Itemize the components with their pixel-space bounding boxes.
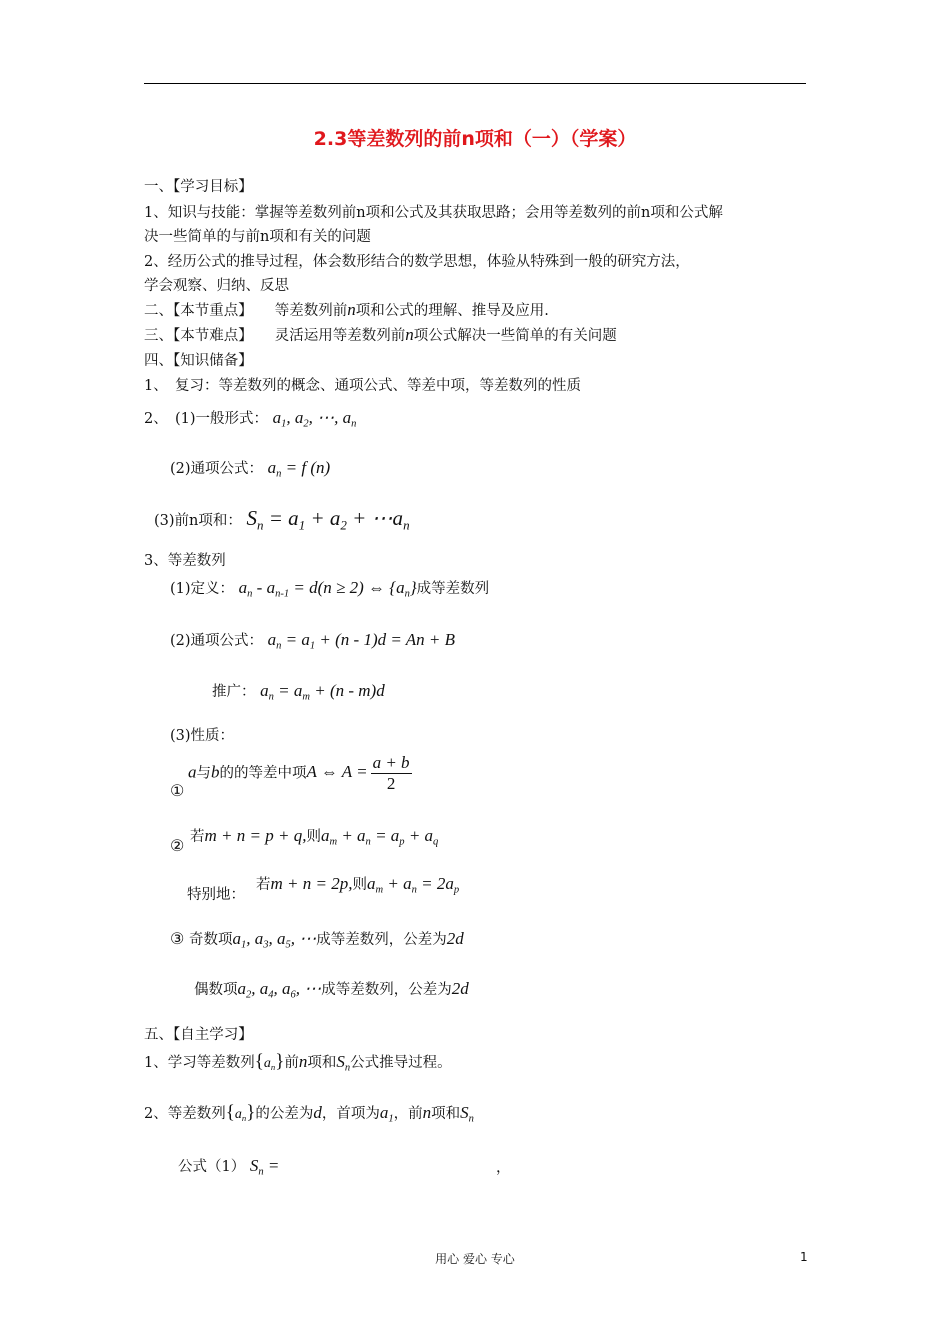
diff-text-a: 灵活运用等差数列前 <box>274 328 406 344</box>
def-label: (1)定义： <box>170 581 235 597</box>
diff-label: 三、【本节难点】 <box>144 328 253 344</box>
page-number: 1 <box>800 1250 808 1264</box>
special-condition: m + n = 2p, <box>270 874 353 893</box>
header-rule <box>144 83 806 84</box>
odd-terms-formula: $a_1$, $a_3$, $a_5$, ⋯ <box>232 929 317 951</box>
formula1-label: 公式（1） <box>178 1159 246 1175</box>
special-label: 特别地： <box>187 887 245 903</box>
prop2-ze: 则 <box>306 829 321 845</box>
difficult-points <box>144 325 617 346</box>
sequence-an-symbol-2: $\{a_n\}$ <box>225 1102 256 1124</box>
item3-line: 3、等差数列 <box>144 553 226 569</box>
goal2-line2: 学会观察、归纳、反思 <box>144 278 289 294</box>
definition-formula: $a_n - a_{n-1} = d(n \ge 2)$ ⇔ $\{a_n\}$ <box>238 578 417 600</box>
self2-a: 2、等差数列 <box>144 1106 226 1122</box>
diff-text-b: 项公式解决一些简单的有关问题 <box>413 328 617 344</box>
formula1-tail: ， <box>496 1160 511 1176</box>
circle-one: ① <box>170 781 185 800</box>
odd-common-diff: 2d <box>446 929 464 948</box>
self-study-item1 <box>144 1052 452 1079</box>
even-terms-formula: $a_2$, $a_4$, $a_6$, ⋯ <box>237 979 322 1001</box>
key-label: 二、【本节重点】 <box>144 303 253 319</box>
special-result: $a_m + a_n = 2a_p$ <box>366 874 460 896</box>
self1-d: 公式推导过程。 <box>350 1055 452 1071</box>
odd-line <box>170 929 464 956</box>
circle-three: ③ <box>170 929 185 948</box>
goal1-line1: 1、知识与技能：掌握等差数列前n项和公式及其获取思路；会用等差数列的前n项和公式解 <box>144 205 723 221</box>
self2-n: n <box>422 1103 432 1122</box>
goal1-line2: 决一些简单的与前n项和有关的问题 <box>144 229 371 245</box>
even-line <box>194 979 469 1006</box>
property1-formula: A ⇔ A = $\frac{a + b}{2}$ <box>306 753 410 793</box>
general-term-line <box>170 630 455 657</box>
special-line <box>256 874 459 901</box>
self1-b: 前 <box>284 1055 299 1071</box>
self1-a: 1、学习等差数列 <box>144 1055 255 1071</box>
page-title: 2.3等差数列的前n项和（一）（学案） <box>313 128 637 150</box>
even-common-diff: 2d <box>451 979 469 998</box>
prop1-middle: 的的等差中项 <box>219 765 307 782</box>
extension-line <box>212 681 385 708</box>
prop1-and: 与 <box>196 765 211 782</box>
item2-3-label: (3)前n项和： <box>154 513 242 529</box>
self1-n: n <box>298 1052 308 1071</box>
odd-label: 奇数项 <box>188 932 233 948</box>
general-form-formula: $a_1$, $a_2$, ⋯, $a_n$ <box>272 408 357 430</box>
self1-c: 项和 <box>307 1055 337 1071</box>
properties-label: (3)性质： <box>170 728 235 744</box>
self2-d: d <box>313 1103 322 1122</box>
self2-a1: $a_1$ <box>379 1103 394 1125</box>
item2-3-line <box>154 508 410 536</box>
goals-heading: 一、【学习目标】 <box>144 179 253 195</box>
formula1-line <box>178 1156 279 1183</box>
sequence-an-symbol: $\{a_n\}$ <box>254 1051 285 1073</box>
self2-sn: $S_n$ <box>460 1103 474 1125</box>
goal2-line1: 2、经历公式的推导过程，体会数形结合的数学思想，体验从特殊到一般的研究方法， <box>144 254 690 270</box>
diff-n: n <box>405 325 414 344</box>
item2-prefix: 2、 (1)一般形式： <box>144 411 269 427</box>
review-line: 1、 复习：等差数列的概念、通项公式、等差中项，等差数列的性质 <box>144 378 581 394</box>
key-points <box>144 300 549 321</box>
property1-b: b <box>211 762 220 782</box>
prop2-ruo: 若 <box>190 829 205 845</box>
item2-line <box>144 408 356 435</box>
general-term-formula: $a_n = f$ (n) <box>267 458 331 480</box>
even-label: 偶数项 <box>194 982 238 998</box>
general-term-ap-formula: $a_n = a_1 + (n - 1)d = An + B$ <box>267 630 456 652</box>
gen-label: (2)通项公式： <box>170 633 264 649</box>
key-text-b: 项和公式的理解、推导及应用. <box>355 303 549 319</box>
self-study-heading: 五、【自主学习】 <box>144 1027 253 1043</box>
self2-b: 的公差为 <box>255 1106 314 1122</box>
item2-2-label: (2)通项公式： <box>170 461 264 477</box>
page-footer: 用心 爱心 专心 <box>435 1252 515 1266</box>
extension-formula: $a_n = a_m + (n - m)d$ <box>260 681 385 703</box>
property2-line <box>190 826 438 853</box>
def-tail: 成等差数列 <box>416 581 490 597</box>
property1-line <box>188 753 412 794</box>
special-ruo: 若 <box>256 877 271 893</box>
key-text-a: 等差数列前 <box>274 303 348 319</box>
self2-c: ，首项为 <box>321 1106 380 1122</box>
property2-condition: m + n = p + q, <box>204 826 307 845</box>
prep-heading: 四、【知识储备】 <box>144 353 253 369</box>
key-n: n <box>347 300 356 319</box>
partial-sum-formula: $S_n = a_1 + a_2$ + $\cdots a_n$ <box>246 506 410 533</box>
even-tail: 成等差数列，公差为 <box>321 982 452 998</box>
ext-label: 推广： <box>212 684 256 700</box>
self2-e: 项和 <box>431 1106 461 1122</box>
property1-a: a <box>188 762 197 782</box>
property2-result: $a_m + a_n = a_p + a_q$ <box>320 826 439 848</box>
self1-sn: $S_n$ <box>336 1052 351 1074</box>
special-ze: 则 <box>352 877 367 893</box>
circle-two: ② <box>170 836 185 855</box>
definition-line <box>170 578 489 605</box>
self-study-item2 <box>144 1103 474 1130</box>
self2-d-text: ，前 <box>393 1106 423 1122</box>
item2-2-line <box>170 458 330 485</box>
formula1-lhs: $S_n$ = <box>249 1156 280 1178</box>
odd-tail: 成等差数列，公差为 <box>316 932 447 948</box>
